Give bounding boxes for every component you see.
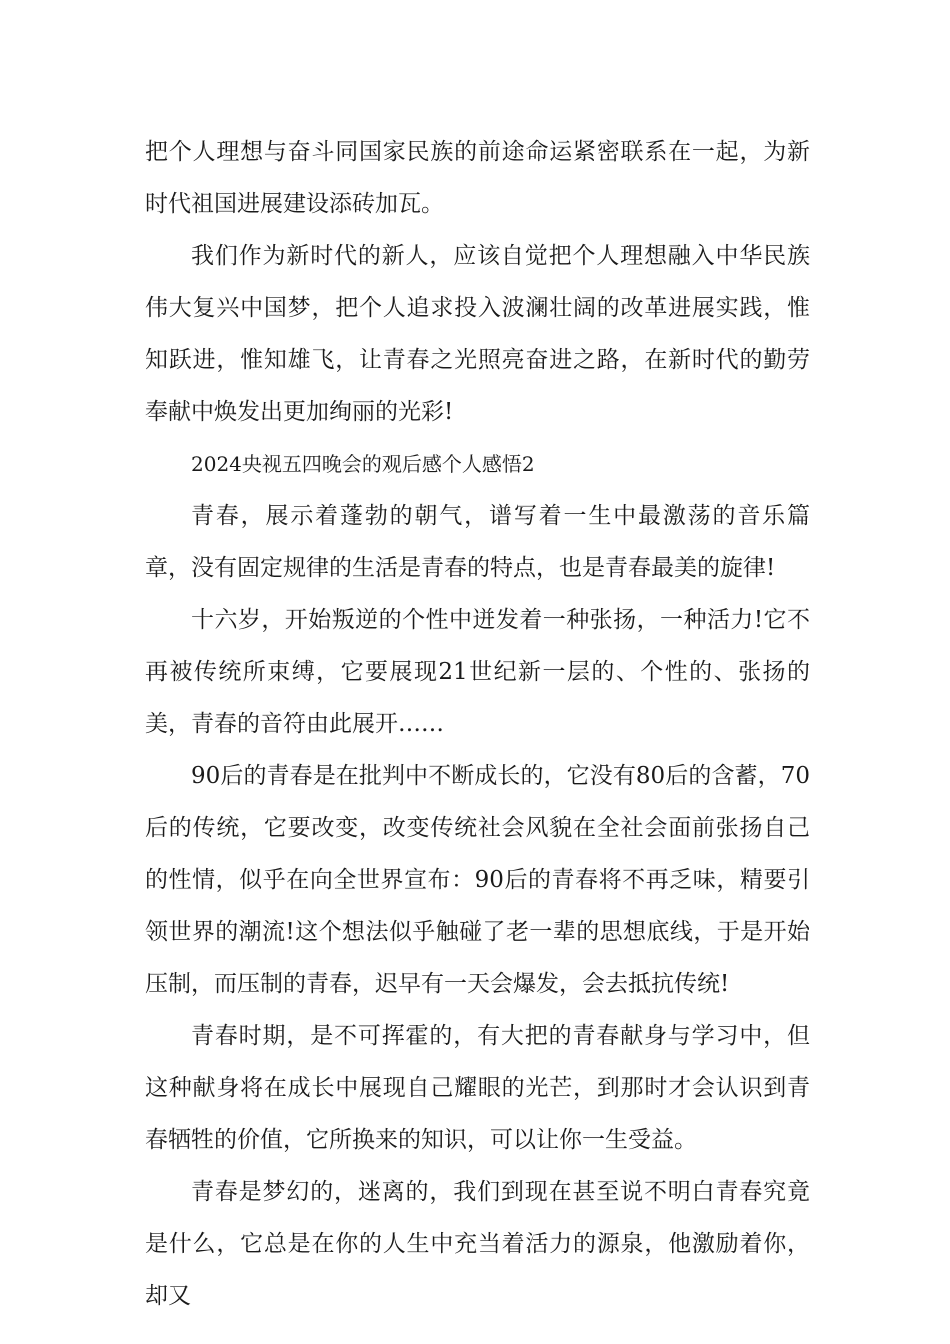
paragraph-5: 90后的青春是在批判中不断成长的，它没有80后的含蓄，70后的传统，它要改变，改变传统社会风貌在全社会面前张扬自己的性情，似乎在向全世界宣布：90后的青春将不再乏味，精要引领世界的潮流!这个想法似乎触碰了老一辈的思想底线，于是开始压制，而压制的青春，迟早有一天会爆发，会去抵抗传统! xyxy=(145,763,810,997)
paragraph-6: 青春时期，是不可挥霍的，有大把的青春献身与学习中，但这种献身将在成长中展现自己耀眼的光芒，到那时才会认识到青春牺牲的价值，它所换来的知识，可以让你一生受益。 xyxy=(145,1023,810,1153)
paragraph-3: 青春，展示着蓬勃的朝气，谱写着一生中最激荡的音乐篇章，没有固定规律的生活是青春的特点，也是青春最美的旋律! xyxy=(145,503,810,581)
section-heading: 2024央视五四晚会的观后感个人感悟2 xyxy=(191,452,535,476)
document-body xyxy=(145,126,810,1322)
paragraph-1: 把个人理想与奋斗同国家民族的前途命运紧密联系在一起，为新时代祖国进展建设添砖加瓦。 xyxy=(145,139,810,217)
paragraph-2: 我们作为新时代的新人，应该自觉把个人理想融入中华民族伟大复兴中国梦，把个人追求投入波澜壮阔的改革进展实践，惟知跃进，惟知雄飞，让青春之光照亮奋进之路，在新时代的勤劳奉献中焕发出更加绚丽的光彩! xyxy=(145,243,810,425)
paragraph-7: 青春是梦幻的，迷离的，我们到现在甚至说不明白青春究竟是什么，它总是在你的人生中充当着活力的源泉，他激励着你，却又 xyxy=(145,1179,810,1309)
paragraph-4: 十六岁，开始叛逆的个性中迸发着一种张扬，一种活力!它不再被传统所束缚，它要展现21世纪新一层的、个性的、张扬的美，青春的音符由此展开…… xyxy=(145,607,810,737)
